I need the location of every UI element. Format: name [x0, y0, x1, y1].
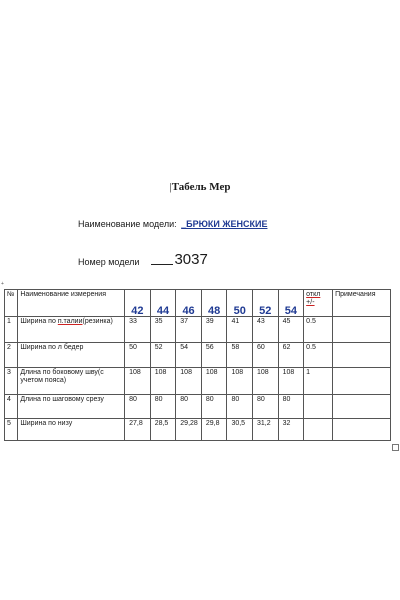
row-value: 41	[227, 317, 253, 343]
row-notes	[333, 395, 391, 419]
row-name: Ширина по низу	[18, 419, 125, 441]
row-value: 35	[150, 317, 176, 343]
row-value: 80	[253, 395, 279, 419]
table-anchor-icon: +	[1, 281, 4, 287]
row-value: 80	[176, 395, 202, 419]
row-num: 5	[5, 419, 18, 441]
row-value: 80	[125, 395, 151, 419]
row-value: 80	[201, 395, 227, 419]
row-value: 58	[227, 343, 253, 368]
header-size: 54	[278, 290, 304, 317]
row-name-part: Ширина по	[20, 318, 58, 325]
table-row	[5, 395, 391, 419]
row-tolerance	[304, 395, 333, 419]
row-notes	[333, 317, 391, 343]
table-resize-handle[interactable]	[392, 444, 399, 451]
row-value: 108	[278, 368, 304, 395]
header-size: 42	[125, 290, 151, 317]
text-cursor: |	[169, 181, 172, 193]
header-name: Наименование измерения	[18, 290, 125, 317]
row-value: 43	[253, 317, 279, 343]
row-name: Длина по боковому шву(с учетом пояса)	[18, 368, 125, 395]
header-size: 50	[227, 290, 253, 317]
row-value: 52	[150, 343, 176, 368]
row-value: 32	[278, 419, 304, 441]
row-value: 80	[278, 395, 304, 419]
row-name-part: п.талии	[57, 318, 83, 325]
row-notes	[333, 368, 391, 395]
row-num: 3	[5, 368, 18, 395]
title-text: Табель Мер	[171, 181, 231, 193]
header-size: 44	[150, 290, 176, 317]
row-value: 108	[201, 368, 227, 395]
row-value: 31,2	[253, 419, 279, 441]
header-row	[5, 290, 391, 317]
row-value: 108	[176, 368, 202, 395]
header-size: 48	[201, 290, 227, 317]
tolerance-label: откл +/-	[306, 291, 321, 306]
row-value: 28,5	[150, 419, 176, 441]
model-number-label: Номер модели	[78, 257, 140, 267]
row-tolerance	[304, 419, 333, 441]
row-value: 108	[150, 368, 176, 395]
row-tolerance: 0.5	[304, 343, 333, 368]
row-value: 80	[227, 395, 253, 419]
row-value: 27,8	[125, 419, 151, 441]
row-name-part: (резинка)	[82, 318, 113, 325]
row-tolerance: 1	[304, 368, 333, 395]
row-value: 37	[176, 317, 202, 343]
row-value: 39	[201, 317, 227, 343]
row-value: 56	[201, 343, 227, 368]
row-notes	[333, 343, 391, 368]
table-row	[5, 368, 391, 395]
header-notes: Примечания	[333, 290, 391, 317]
model-name-label: Наименование модели:	[78, 219, 177, 229]
row-value: 50	[125, 343, 151, 368]
header-size: 46	[176, 290, 202, 317]
row-value: 29,28	[176, 419, 202, 441]
model-number-line	[78, 252, 208, 267]
row-value: 29,8	[201, 419, 227, 441]
table-row	[5, 317, 391, 343]
row-value: 108	[227, 368, 253, 395]
model-number-blank	[151, 264, 173, 265]
row-tolerance: 0.5	[304, 317, 333, 343]
row-name	[18, 317, 125, 343]
row-value: 45	[278, 317, 304, 343]
model-name-value: _БРЮКИ ЖЕНСКИЕ	[181, 219, 268, 229]
row-value: 54	[176, 343, 202, 368]
row-value: 108	[253, 368, 279, 395]
header-tolerance	[304, 290, 333, 317]
row-num: 1	[5, 317, 18, 343]
row-value: 80	[150, 395, 176, 419]
row-value: 62	[278, 343, 304, 368]
row-name: Ширина по л бедер	[18, 343, 125, 368]
row-num: 4	[5, 395, 18, 419]
header-num: №	[5, 290, 18, 317]
model-number-value: 3037	[174, 251, 208, 268]
row-name: Длина по шаговому срезу	[18, 395, 125, 419]
page-title	[0, 181, 400, 193]
row-value: 108	[125, 368, 151, 395]
row-value: 33	[125, 317, 151, 343]
measurement-table	[4, 289, 391, 441]
header-size: 52	[253, 290, 279, 317]
row-notes	[333, 419, 391, 441]
row-value: 60	[253, 343, 279, 368]
row-num: 2	[5, 343, 18, 368]
table-row	[5, 343, 391, 368]
row-value: 30,5	[227, 419, 253, 441]
model-name-line	[78, 219, 267, 229]
table-row	[5, 419, 391, 441]
